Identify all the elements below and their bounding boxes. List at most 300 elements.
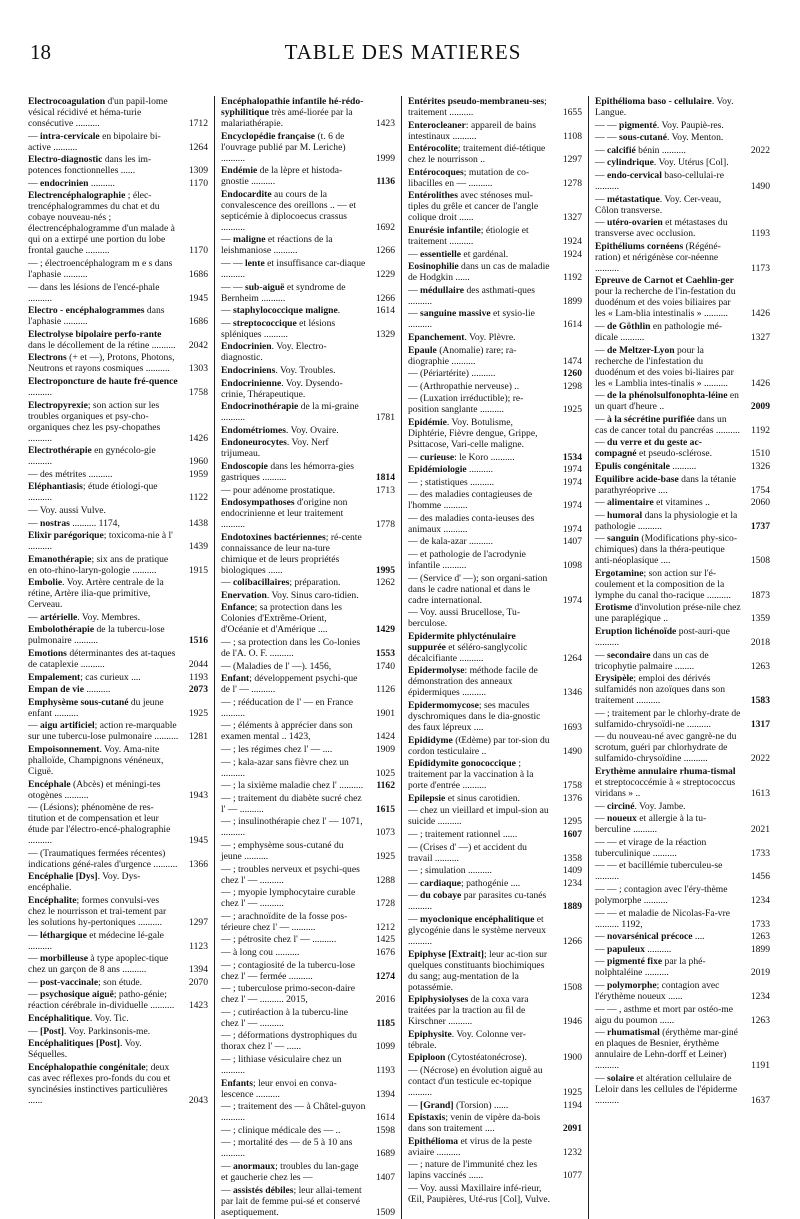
entry-page-number: 1758 <box>188 386 208 398</box>
index-entry <box>221 864 395 886</box>
index-entry <box>221 661 395 672</box>
entry-page-number: 2043 <box>188 1094 208 1106</box>
entry-page-number: 1899 <box>562 295 582 307</box>
entry-page-number: 1424 <box>375 731 395 743</box>
entry-page-number: 1534 <box>562 451 582 463</box>
entry-text: Entérolithes avec sténoses mul-tiples du grêle et cancer de l'angle colique droit ...... <box>408 190 539 224</box>
entry-text: — (Luxation irréductible); re-position sanglante .......... <box>408 393 524 416</box>
entry-page-number: 1553 <box>375 648 395 660</box>
index-entry <box>595 437 770 459</box>
entry-text: — — pigmenté. Voy. Paupiè-res. <box>595 119 724 131</box>
entry-page-number: 1108 <box>563 130 582 142</box>
entry-text: Enterocleaner: appareil de bains intestinaux .......... <box>408 119 536 142</box>
index-entry <box>28 744 208 777</box>
entry-page-number: 1637 <box>750 1094 770 1106</box>
entry-page-number: 1516 <box>188 635 208 647</box>
entry-text: — Voy. aussi Maxillaire infé-rieur, Œil, Paupières, Uté-rus [Col], Vulve. <box>408 1182 551 1205</box>
entry-text: — post-vaccinale; son étude. <box>28 976 143 988</box>
entry-text: — — , asthme et mort par ostéo-me aigu du poumon ...... <box>595 1003 734 1026</box>
entry-text: Eléphantiasis; étude étiologi-que .......... <box>28 481 158 504</box>
entry-text: — ; kala-azar sans fièvre chez un .......... <box>221 756 349 779</box>
index-entry <box>221 1125 395 1136</box>
index-entry <box>408 914 582 947</box>
entry-page-number: 1212 <box>375 921 395 933</box>
index-entry <box>221 305 395 316</box>
entry-page-number: 1974 <box>562 476 582 488</box>
entry-page-number: 1909 <box>375 744 395 756</box>
entry-page-number: 1329 <box>375 328 395 340</box>
index-entry <box>595 120 770 131</box>
entry-text: — maligne et réactions de la leishmaniose .......... <box>221 234 333 257</box>
index-entry <box>221 401 395 423</box>
index-entry <box>221 1185 395 1218</box>
entry-page-number: 1686 <box>188 268 208 280</box>
index-entry <box>28 96 208 129</box>
entry-text: — à long cou .......... <box>221 946 300 958</box>
entry-page-number: 1193 <box>189 671 208 683</box>
index-entry <box>408 1159 582 1181</box>
index-entry <box>408 878 582 889</box>
index-entry <box>408 477 582 488</box>
index-entry <box>221 1101 395 1123</box>
entry-text: Electrothérapie en gynécolo-gie .......... <box>28 445 156 468</box>
entry-page-number: 1423 <box>375 118 395 129</box>
index-entry <box>408 573 582 606</box>
index-entry <box>595 132 770 143</box>
index-entry <box>408 1112 582 1134</box>
index-entry <box>28 505 208 516</box>
entry-page-number: 1740 <box>375 660 395 672</box>
index-entry <box>408 536 582 547</box>
entry-text: Endocardite au cours de la convalescence des oreillons .. — et septicémie à diplocoecus crassus .......... <box>221 188 357 233</box>
entry-text: — dans les lésions de l'encé-phale .......... <box>28 281 160 304</box>
entry-text: — artérielle. Voy. Membres. <box>28 611 140 623</box>
index-entry <box>28 154 208 176</box>
entry-page-number: 1297 <box>562 154 582 166</box>
entry-page-number: 1366 <box>188 858 208 870</box>
entry-text: — ; simulation .......... <box>408 865 492 877</box>
entry-page-number: 1456 <box>750 871 770 883</box>
entry-page-number: 1346 <box>562 687 582 699</box>
entry-text: — des métrites .......... <box>28 468 113 480</box>
entry-page-number: 1327 <box>750 331 770 343</box>
entry-page-number: 1288 <box>375 874 395 886</box>
entry-text: — colibacillaires; préparation. <box>221 577 341 589</box>
entry-text: Epanchement. Voy. Plèvre. <box>408 331 516 343</box>
entry-page-number: 1264 <box>562 652 582 664</box>
entry-text: Epulis congénitale .......... <box>595 460 697 472</box>
entry-text: Endocrinothérapie de la mi-graine .......... <box>221 401 359 424</box>
entry-page-number: 1193 <box>751 228 770 240</box>
entry-text: — aigu artificiel; action re-marquable sur une tubercu-lose pulmonaire .......... <box>28 720 179 743</box>
entry-text: Erotisme d'involution prése-nile chez une paraplégique .. <box>595 602 741 625</box>
entry-text: — ; mortalité des — de 5 à 10 ans .......... <box>221 1137 353 1160</box>
index-entry <box>408 1052 582 1063</box>
entry-page-number: 1136 <box>376 176 395 188</box>
index-entry <box>221 911 395 933</box>
index-entry <box>28 178 208 189</box>
entry-text: Endocrinien. Voy. Electro-diagnostic. <box>221 341 327 364</box>
entry-text: — des maladies conta-ieuses des animaux .......... <box>408 512 535 535</box>
entry-text: — papuleux .......... <box>595 943 672 955</box>
index-entry <box>221 282 395 304</box>
entry-text: — ; insulinothérapie chez l' — 1071, .......... <box>221 816 363 839</box>
entry-page-number: 1510 <box>750 448 770 460</box>
index-entry <box>28 895 208 928</box>
entry-text: — ; troubles nerveux et psychi-ques chez l' — .......... <box>221 863 360 886</box>
entry-text: Enervation. Voy. Sinus caro-tidien. <box>221 589 359 601</box>
index-entry <box>221 757 395 779</box>
index-entry <box>28 554 208 576</box>
index-entry <box>221 365 395 376</box>
index-column-4 <box>589 96 776 1219</box>
entry-text: — — sous-cutané. Voy. Menton. <box>595 132 724 144</box>
index-entry <box>221 96 395 129</box>
entry-text: Enfants; leur envoi en conva-lescence .......... <box>221 1077 337 1100</box>
entry-page-number: 1423 <box>188 1000 208 1012</box>
entry-text: — métastatique. Voy. Cer-veau, Côlon transverse. <box>595 193 722 216</box>
entry-text: Empoisonnement. Voy. Ama-nite phalloïde, Champignons vénéneux, Ciguë. <box>28 744 164 778</box>
entry-page-number: 1309 <box>188 165 208 177</box>
index-entry <box>28 352 208 374</box>
entry-text: Endoscopie dans les hémorra-gies gastriques .......... <box>221 460 354 483</box>
entry-page-number: 1945 <box>188 835 208 847</box>
entry-page-number: 1073 <box>375 827 395 839</box>
entry-text: — (Crises d' —) et accident du travail .......... <box>408 841 527 864</box>
entry-text: Endométriomes. Voy. Ovaire. <box>221 424 339 436</box>
entry-page-number: 1508 <box>750 555 770 567</box>
index-entry <box>28 329 208 351</box>
entry-page-number: 1266 <box>562 935 582 947</box>
entry-text: — (Arthropathie nerveuse) .. <box>408 380 520 392</box>
entry-page-number: 1260 <box>562 368 582 380</box>
entry-text: — (Traumatiques fermées récentes) indications géné-rales d'urgence .......... <box>28 847 178 870</box>
entry-text: Epithéliums cornéens (Régéné-ration) et nérigénèse cor-néenne .......... <box>595 240 721 274</box>
index-entry <box>595 980 770 1002</box>
index-entry <box>408 513 582 535</box>
entry-page-number: 1960 <box>188 456 208 468</box>
index-entry <box>408 249 582 260</box>
entry-text: — ; les régimes chez l' — .... <box>221 744 333 756</box>
index-entry <box>221 165 395 187</box>
index-entry <box>408 735 582 757</box>
entry-text: Endocriniens. Voy. Troubles. <box>221 364 336 376</box>
entry-page-number: 1781 <box>375 412 395 424</box>
index-entry <box>221 234 395 256</box>
entry-text: Enfance; sa protection dans les Colonies d'Extrême-Orient, d'Océanie et d'Amérique .... <box>221 602 342 636</box>
page-number: 18 <box>30 40 51 64</box>
entry-page-number: 1192 <box>751 424 770 436</box>
index-entry <box>28 469 208 480</box>
index-entry <box>595 860 770 882</box>
index-entry <box>408 805 582 827</box>
entry-page-number: 1758 <box>562 780 582 792</box>
index-entry <box>408 631 582 664</box>
entry-text: — léthargique et médecine lé-gale .......... <box>28 929 164 952</box>
index-entry <box>28 989 208 1011</box>
entry-page-number: 2009 <box>750 401 770 413</box>
index-entry <box>595 931 770 942</box>
entry-page-number: 1583 <box>750 695 770 707</box>
index-entry <box>408 381 582 392</box>
entry-page-number: 1943 <box>188 789 208 801</box>
entry-text: — circiné. Voy. Jambe. <box>595 800 686 812</box>
index-entry <box>595 414 770 436</box>
index-column-2 <box>215 96 402 1219</box>
entry-text: Encéphalite; formes convulsi-ves chez le nourrisson et trai-tement par les solutions hy-pertoniques .......... <box>28 895 167 928</box>
entry-page-number: 1899 <box>750 943 770 955</box>
entry-page-number: 1409 <box>562 865 582 877</box>
entry-page-number: 1407 <box>562 536 582 548</box>
entry-text: — — et virage de la réaction tuberculinique .......... <box>595 836 707 859</box>
entry-page-number: 1924 <box>562 235 582 247</box>
entry-text: — [Post]. Voy. Parkinsonis-me. <box>28 1025 151 1037</box>
index-entry <box>28 376 208 398</box>
index-entry <box>408 190 582 223</box>
entry-text: — (Périartérite) .......... <box>408 368 496 380</box>
index-entry <box>408 793 582 804</box>
index-entry <box>28 697 208 719</box>
entry-page-number: 1814 <box>375 471 395 483</box>
index-entry <box>221 983 395 1005</box>
entry-text: — endo-cervical baso-cellulai-re .......... <box>595 169 724 192</box>
index-entry <box>408 665 582 698</box>
index-entry <box>595 1004 770 1026</box>
entry-text: Epithélioma et virus de la peste aviaire .......... <box>408 1135 532 1158</box>
index-entry <box>595 145 770 156</box>
index-entry <box>221 577 395 588</box>
index-entry <box>221 590 395 601</box>
entry-page-number: 1234 <box>750 990 770 1002</box>
index-entry <box>408 120 582 142</box>
entry-text: Epidémiologie .......... <box>408 464 494 476</box>
entry-page-number: 1974 <box>562 594 582 606</box>
index-entry <box>28 131 208 153</box>
entry-page-number: 2022 <box>750 753 770 765</box>
entry-page-number: 1298 <box>562 380 582 392</box>
entry-text: — chez un vieillard et impul-sion au suicide .......... <box>408 805 549 828</box>
index-entry <box>595 96 770 118</box>
entry-page-number: 2070 <box>188 976 208 988</box>
index-entry <box>221 497 395 530</box>
entry-text: — solaire et altération cellulaire de Leloir dans les cellules de l'épiderme .......... <box>595 1072 738 1106</box>
index-entry <box>408 167 582 189</box>
entry-page-number: 1974 <box>562 464 582 476</box>
entry-page-number: 2073 <box>188 684 208 696</box>
entry-page-number: 1426 <box>188 432 208 444</box>
entry-page-number: 1098 <box>562 560 582 572</box>
entry-text: — rhumatismal (érythème mar-giné en plaques de Besnier, érythème annulaire de Lehn-dorff et Leiner) .......... <box>595 1027 738 1072</box>
index-entry <box>595 345 770 389</box>
index-entry <box>28 848 208 870</box>
entry-page-number: 1614 <box>562 319 582 331</box>
index-entry <box>28 400 208 444</box>
entry-page-number: 1407 <box>375 1171 395 1183</box>
index-entry <box>595 1073 770 1106</box>
entry-text: — polymorphe; contagion avec l'érythème noueux ...... <box>595 979 720 1002</box>
entry-text: — calcifié bénin .......... <box>595 144 686 156</box>
entry-text: — (Nécrose) en évolution aiguë au contact d'un testicule ec-topique .......... <box>408 1064 543 1098</box>
entry-text: Encéphale (Abcès) et méningi-tes otogènes .......... <box>28 778 161 801</box>
index-entry <box>28 445 208 467</box>
index-entry <box>28 977 208 988</box>
entry-page-number: 1598 <box>375 1124 395 1136</box>
entry-text: Electropyrexie; son action sur les troubles organiques et psy-cho-organiques chez les psy-chopathes .......... <box>28 399 161 444</box>
entry-page-number: 1229 <box>375 268 395 280</box>
entry-text: — streptococcique et lésions spléniques .......... <box>221 317 336 340</box>
entry-text: — des maladies contagieuses de l'homme .......... <box>408 489 533 512</box>
entry-text: Emphysème sous-cutané du jeune enfant .......... <box>28 696 164 719</box>
entry-page-number: 2042 <box>188 339 208 351</box>
index-entry <box>595 626 770 648</box>
index-entry <box>408 345 582 367</box>
entry-page-number: 1713 <box>375 484 395 496</box>
entry-page-number: 1490 <box>562 745 582 757</box>
entry-page-number: 1999 <box>375 152 395 164</box>
entry-text: Entérites pseudo-membraneu-ses; traitement .......... <box>408 96 547 118</box>
entry-page-number: 1232 <box>562 1146 582 1158</box>
index-entry <box>28 871 208 893</box>
entry-page-number: 1873 <box>750 589 770 601</box>
index-entry <box>28 779 208 801</box>
entry-text: Epilepsie et sinus carotidien. <box>408 792 520 804</box>
entry-page-number: 1439 <box>188 541 208 553</box>
entry-text: — ; tuberculose primo-secon-daire chez l' — .......... 2015, <box>221 983 355 1006</box>
index-entry <box>408 308 582 330</box>
entry-page-number: 1394 <box>188 964 208 976</box>
page-header <box>28 40 778 70</box>
index-entry <box>28 802 208 846</box>
index-entry <box>595 217 770 239</box>
index-entry <box>595 813 770 835</box>
index-entry <box>28 624 208 646</box>
entry-text: — du nouveau-né avec gangrè-ne du scrotum, guéri par chlorhydrate de sulfamido-chrysoïdine .......... <box>595 731 737 765</box>
entry-text: Epiphysite. Voy. Colonne ver-tébrale. <box>408 1028 526 1051</box>
entry-text: Encéphalopathie congénitale; deux cas avec réflexes pro-fonds du cou et syncinésies instinctives particulières ...... <box>28 1061 171 1106</box>
entry-page-number: 1264 <box>188 141 208 153</box>
entry-page-number: 1234 <box>750 895 770 906</box>
entry-text: — alimentaire et vitamines .. <box>595 497 710 509</box>
entry-text: — — et maladie de Nicolas-Fa-vre .......... 1192, <box>595 907 731 930</box>
entry-page-number: 1692 <box>375 221 395 233</box>
entry-text: — assistés débiles; leur allai-tement par lait de femme pui-sé et conservé aseptiquement. <box>221 1184 362 1218</box>
entry-page-number: 1615 <box>375 803 395 815</box>
entry-page-number: 1376 <box>562 792 582 804</box>
entry-page-number: 1327 <box>562 212 582 224</box>
index-entry <box>28 672 208 683</box>
entry-text: Epidémie. Voy. Botulisme, Diphtérie, Fièvre dengue, Grippe, Psittacose, Vari-celle maligne. <box>408 416 538 450</box>
index-entry <box>221 934 395 945</box>
entry-text: — intra-cervicale en bipolaire bi-active .......... <box>28 130 161 153</box>
entry-page-number: 1426 <box>750 308 770 320</box>
index-entry <box>595 731 770 764</box>
entry-text: — novarsénical précoce .... <box>595 931 705 943</box>
entry-page-number: 1728 <box>375 898 395 910</box>
index-entry <box>28 282 208 304</box>
entry-page-number: 1686 <box>188 316 208 328</box>
entry-text: — (Service d' —); son organi-sation dans le cadre national et dans le cadre international. <box>408 572 548 606</box>
entry-page-number: 1263 <box>750 660 770 672</box>
index-entry <box>595 650 770 672</box>
entry-page-number: 1607 <box>562 829 582 840</box>
index-entry <box>408 1100 582 1111</box>
index-entry <box>408 758 582 791</box>
index-entry <box>28 1062 208 1106</box>
entry-text: — ; traitement rationnel ...... <box>408 829 518 840</box>
entry-text: — morbilleuse à type apoplec-tique chez un garçon de 8 ans .......... <box>28 953 169 976</box>
index-entry <box>595 474 770 496</box>
entry-page-number: 1192 <box>563 272 582 284</box>
entry-page-number: 1946 <box>562 1016 582 1028</box>
entry-page-number: 1778 <box>375 519 395 531</box>
entry-text: Eosinophilie dans un cas de maladie de Hodgkin ...... <box>408 261 550 284</box>
index-entry <box>221 318 395 340</box>
entry-page-number: 1974 <box>562 523 582 535</box>
entry-text: Embolothérapie de la tubercu-lose pulmonaire .......... <box>28 624 165 647</box>
entry-page-number: 1263 <box>750 931 770 943</box>
index-entry <box>408 285 582 307</box>
entry-page-number: 1490 <box>750 180 770 192</box>
entry-page-number: 1263 <box>750 1014 770 1026</box>
index-entry <box>221 189 395 233</box>
index-entry <box>221 744 395 755</box>
index-entry <box>408 225 582 247</box>
index-entry <box>221 1054 395 1076</box>
index-entry <box>408 1136 582 1158</box>
entry-text: Emotions déterminantes des at-taques de cataplexie .......... <box>28 648 176 671</box>
entry-text: — staphylococcique maligne. <box>221 305 341 317</box>
entry-page-number: 1077 <box>562 1170 582 1182</box>
entry-text: Eruption lichénoïde post-auri-que .......... <box>595 626 730 649</box>
entry-text: Entérocolite; traitement dié-tétique chez le nourrisson .. <box>408 143 546 166</box>
entry-text: Emanothérapie; six ans de pratique en oto-rhino-laryn-gologie .......... <box>28 553 169 576</box>
entry-page-number: 1614 <box>375 1112 395 1124</box>
entry-text: — ; sa protection dans les Co-lonies de l'A. O. F. .......... <box>221 637 361 660</box>
entry-page-number: 1995 <box>375 564 395 576</box>
entry-text: Electrolyse bipolaire perfo-rante dans le décollement de la rétine .......... <box>28 328 176 351</box>
index-entry <box>221 780 395 791</box>
entry-page-number: 1278 <box>562 177 582 189</box>
index-entry <box>221 131 395 164</box>
entry-page-number: 1099 <box>375 1041 395 1053</box>
index-entry <box>221 816 395 838</box>
index-entry <box>595 884 770 906</box>
entry-text: — pour adénome prostatique. <box>221 484 336 496</box>
index-column-3 <box>402 96 589 1219</box>
entry-page-number: 1297 <box>188 917 208 928</box>
entry-page-number: 1509 <box>375 1206 395 1218</box>
entry-text: Epiploon (Cytostéatonécrose). <box>408 1052 527 1064</box>
entry-text: — essentielle et gardénal. <box>408 248 509 260</box>
entry-page-number: 1925 <box>562 1086 582 1098</box>
entry-text: — cylindrique. Voy. Utérus [Col]. <box>595 157 729 169</box>
entry-text: Erythème annulaire rhuma-tismal et streptococcémie à « streptococcus viridans » .. <box>595 766 736 800</box>
entry-text: Epiphysiolyses de la coxa vara traitées par la traction au fil de Kirschner .......... <box>408 994 529 1028</box>
entry-text: — ; clinique médicale des — .. <box>221 1124 341 1136</box>
entry-page-number: 2022 <box>750 144 770 156</box>
entry-text: Endotoxines bactériennes; ré-cente connaissance de leur na-ture chimique et de leurs propriétés biologiques ...... <box>221 531 362 576</box>
index-entry <box>28 190 208 256</box>
page-title: TABLE DES MATIERES <box>284 40 522 64</box>
entry-page-number: 1162 <box>376 780 395 792</box>
entry-page-number: 1438 <box>188 517 208 529</box>
index-entry <box>408 96 582 118</box>
entry-text: — ; éléments à apprécier dans son examen mental .. 1423, <box>221 720 353 743</box>
entry-page-number: 1925 <box>562 404 582 416</box>
index-entry <box>221 341 395 363</box>
entry-page-number: 2091 <box>562 1123 582 1135</box>
index-entry <box>28 930 208 952</box>
